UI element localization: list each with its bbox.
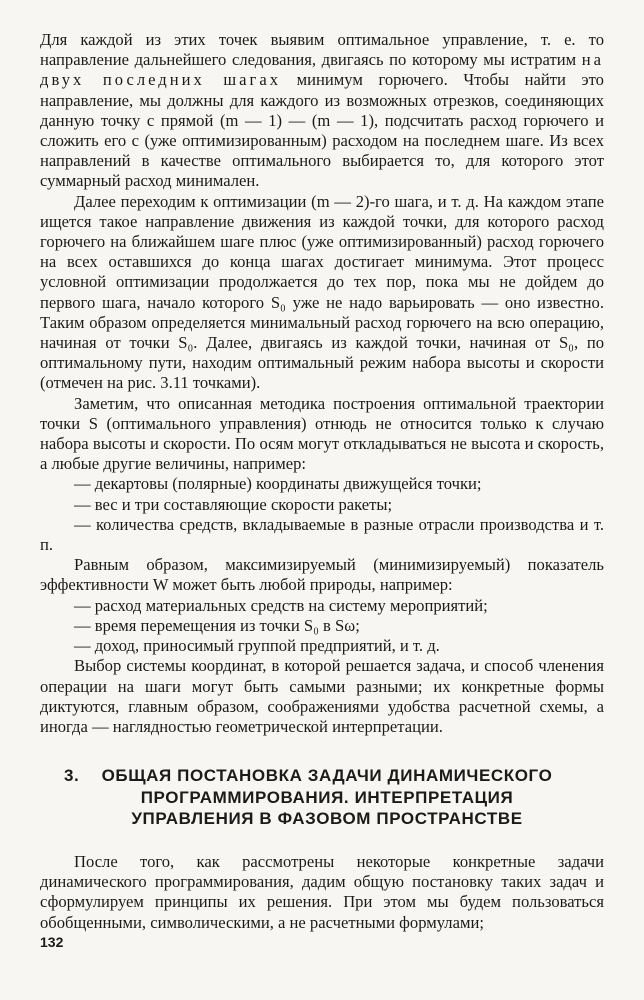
section-body (40, 852, 604, 933)
section-title: ОБЩАЯ ПОСТАНОВКА ЗАДАЧИ ДИНАМИЧЕСКОГО ПРОГРАММИРОВАНИЯ. ИНТЕРПРЕТАЦИЯ УПРАВЛЕНИЯ В ФАЗОВОМ ПРОСТРАНСТВЕ (101, 766, 553, 828)
paragraph-2: Далее переходим к оптимизации (m — 2)-го шага, и т. д. На каждом этапе ищется такое направление движения из каждой точки, для которого расход горючего на ближайшем шаге плюс (уже оптимизированный) расход горючего на всех оставшихся до конца шагах достигает минимума. Этот процесс условной оптимизации продолжается до тех пор, пока мы не дойдем до первого шага, начало которого S₀ уже не надо варьировать — оно известно. Таким образом определяется минимальный расход горючего на всю операцию, начиная от точки S₀. Далее, двигаясь из каждой точки, начиная от S₀, по оптимальному пути, находим оптимальный режим набора высоты и скорости (отмечен на рис. 3.11 точками). (40, 191, 604, 393)
list-1-item-3: — количества средств, вкладываемые в разные отрасли производства и т. п. (40, 514, 604, 555)
list-1-item-1: — декартовы (полярные) координаты движущейся точки; (74, 474, 482, 494)
paragraph-1 (40, 30, 604, 192)
list-2-item-1: — расход материальных средств на систему мероприятий; (74, 595, 488, 615)
list-1-item-2: — вес и три составляющие скорости ракеты; (74, 494, 393, 514)
paragraph-3: Заметим, что описанная методика построения оптимальной траектории точки S (оптимального управления) отнюдь не относится только к случаю набора высоты и скорости. По осям могут откладываться не высота и скорость, а любые другие величины, например: (40, 393, 604, 474)
section-heading (40, 765, 604, 830)
paragraph-4: Равным образом, максимизируемый (минимизируемый) показатель эффективности W может быть любой природы, например: (40, 555, 604, 595)
list-2-item-2: — время перемещения из точки S₀ в Sω; (74, 615, 360, 635)
section-number: 3. (64, 766, 80, 785)
body-text (40, 30, 604, 737)
list-2-item-3: — доход, приносимый группой предприятий, и т. д. (74, 636, 440, 656)
page-number: 132 (40, 934, 64, 950)
paragraph-1-start: Для каждой из этих точек выявим оптимальное управление, т. е. то направление дальнейшего следования, двигаясь по которому мы истратим (40, 30, 604, 70)
paragraph-1-end: минимум горючего. Чтобы найти это направление, мы должны для каждого из возможных отрезков, соединяющих данную точку с прямой (m — 1) — (m — 1), подсчитать расход горючего и сложить его с (уже оптимизированным) расходом на последнем шаге. Из всех направлений в качестве оптимального выбирается то, для которого этот суммарный расход минимален. (40, 70, 604, 191)
section-paragraph-1: После того, как рассмотрены некоторые конкретные задачи динамического программирования, дадим общую постановку таких задач и сформулируем принципы их решения. При этом мы будем пользоваться обобщенными, символическими, а не расчетными формулами; (40, 852, 604, 932)
spaced-emphasis: на двух последних шагах (40, 50, 604, 90)
paragraph-5: Выбор системы координат, в которой решается задача, и способ членения операции на шаги могут быть самыми разными; их конкретные формы диктуются, главным образом, соображениями удобства расчетной схемы, а иногда — наглядностью геометрической интерпретации. (40, 656, 604, 736)
